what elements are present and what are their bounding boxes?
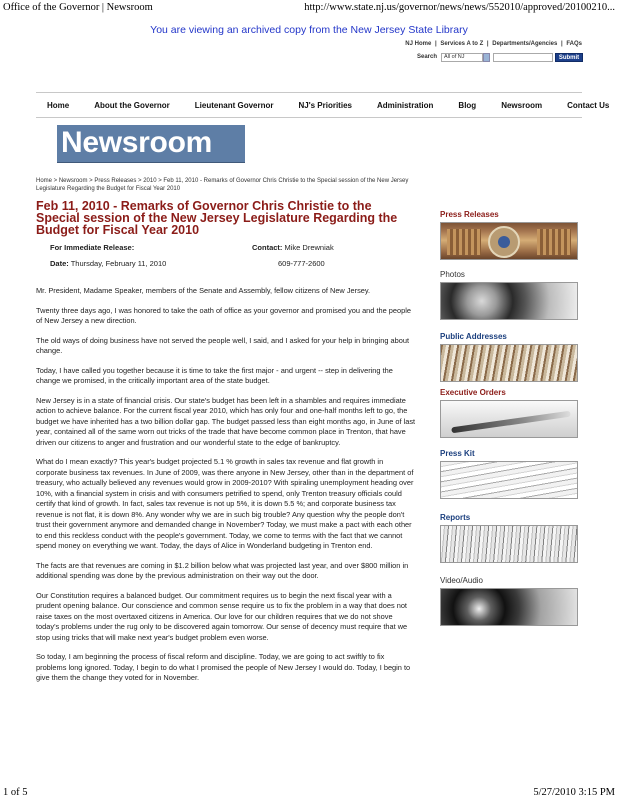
sidebar-heading[interactable]: Photos — [440, 270, 465, 279]
search-submit-button[interactable]: Submit — [555, 53, 583, 62]
nav-blog[interactable]: Blog — [458, 100, 477, 110]
sidebar-photos[interactable] — [440, 266, 580, 328]
utility-link-faqs[interactable]: FAQs — [566, 41, 582, 47]
sidebar-reports[interactable] — [440, 506, 580, 570]
nav-lieutenant-governor[interactable]: Lieutenant Governor — [194, 100, 274, 110]
microphone-image[interactable] — [440, 344, 578, 382]
utility-link-services[interactable]: Services A to Z — [440, 41, 484, 47]
banner-title: Newsroom — [61, 126, 212, 159]
newsroom-banner — [57, 125, 245, 163]
utility-link-departments[interactable]: Departments/Agencies — [492, 41, 558, 47]
reports-image[interactable] — [440, 525, 578, 563]
press-releases-image[interactable] — [440, 222, 578, 260]
print-header-title: Office of the Governor | Newsroom — [3, 2, 153, 13]
camera-lens-image[interactable] — [440, 282, 578, 320]
paragraph: The old ways of doing business have not served the people well, I said, and I asked for your help in bringing about change. — [36, 335, 410, 355]
archive-notice-link[interactable]: You are viewing an archived copy from the New Jersey State Library — [150, 24, 468, 36]
print-footer — [3, 784, 615, 798]
article-body — [36, 286, 416, 693]
search-scope-select[interactable]: All of NJ — [441, 53, 483, 62]
search-label: Search — [416, 54, 437, 60]
print-header — [3, 2, 615, 16]
main-nav — [36, 92, 610, 118]
nav-newsroom[interactable]: Newsroom — [501, 100, 543, 110]
utility-separator: | — [486, 41, 489, 47]
print-header-url: http://www.state.nj.us/governor/news/news/552010/approved/20100210... — [304, 2, 615, 13]
paragraph: So today, I am beginning the process of fiscal reform and discipline. Today, we are going to act swiftly to fix problems long ignored. Today, I begin to do what I promised the people of New Jersey I would do. Today, I begin to give them the change they voted for in November. — [36, 652, 411, 682]
contact-phone: 609-777-2600 — [278, 259, 325, 268]
utility-link-nj-home[interactable]: NJ Home — [405, 41, 432, 47]
sidebar-executive-orders[interactable] — [440, 384, 580, 443]
release-info — [36, 243, 416, 275]
search-bar — [417, 52, 583, 62]
pen-image[interactable] — [440, 400, 578, 438]
print-timestamp: 5/27/2010 3:15 PM — [533, 787, 615, 798]
paragraph: The facts are that revenues are coming in $1.2 billion below what was projected last year, and over $800 million in additional spending was done by the previous administration on their way out the door. — [36, 560, 409, 580]
newspapers-image[interactable] — [440, 461, 578, 499]
nav-priorities[interactable]: NJ's Priorities — [298, 100, 352, 110]
nav-home[interactable]: Home — [47, 100, 70, 110]
utility-separator: | — [434, 41, 437, 47]
sidebar-public-addresses[interactable] — [440, 328, 580, 384]
date-value: Thursday, February 11, 2010 — [70, 259, 167, 268]
paragraph: What do I mean exactly? This year's budget projected 5.1 % growth in sales tax revenue and flat growth in corporate business tax revenues. In June of 2009, was there anyone in New Jersey, other than in the department of treasury, who actually believed any revenues would grow in 2009-2010? With spiraling unemployment heading over 10%, with a financial system in crisis and with consumers petrified to spend, only Trenton treasury officials could certify that kind of growth. In fact, sales tax revenue is not up 5%, it is down 5.5 %; and corporate business tax revenue is not flat, it is down 8%. Any wonder why we are in such big trouble? Any question why the people don't trust their government anymore and demanded change in November? Today, we must make a pact with each other to end this reckless conduct with the people's government. Today, we come to terms with the fact that we cannot spend money on everything we want. Today, the days of Alice in Wonderland budgeting in Trenton end. — [36, 457, 414, 550]
chevron-down-icon[interactable] — [483, 53, 490, 62]
paragraph: Our Constitution requires a balanced budget. Our commitment requires us to begin the next fiscal year with a prudent opening balance. Our conscience and common sense require us to fix the problem in a way that does not raise taxes on the most overtaxed citizens in America. Our love for our children requires that we do not shove today's problems under the rug only to be discovered again tomorrow. Our sense of decency must require that we stop using tricks that will make next year's budget problem even worse. — [36, 590, 408, 642]
sidebar-press-kit[interactable] — [440, 443, 580, 506]
paragraph: Twenty three days ago, I was honored to take the oath of office as your governor and promised you and the people of New Jersey a new direction. — [36, 305, 411, 325]
search-input[interactable] — [493, 53, 553, 62]
sidebar-heading[interactable]: Press Kit — [440, 449, 475, 458]
paragraph: New Jersey is in a state of financial crisis. Our state's budget has been left in a shambles and requires immediate action to achieve balance. For the current fiscal year 2010, which has only four and one-half months left to go, the budget we have inherited has a two billion dollar gap. The budget passed less than eight months ago, in June of last year, contained all of the same worn out tricks of the trade that have become common place in Trenton, that have driven our citizens to anger and frustration and our wonderful state to the edge of bankruptcy. — [36, 395, 416, 447]
sidebar-video-audio[interactable] — [440, 570, 580, 630]
contact-label: Contact: — [252, 243, 283, 252]
nav-about-governor[interactable]: About the Governor — [94, 100, 170, 110]
sidebar-heading[interactable]: Video/Audio — [440, 576, 483, 585]
utility-separator: | — [560, 41, 563, 47]
sidebar — [440, 210, 580, 630]
page-title: Feb 11, 2010 - Remarks of Governor Chris Christie to the Special session of the New Jersey Legislature Regarding the Budget for Fiscal Year 2010 — [36, 199, 398, 237]
nav-administration[interactable]: Administration — [376, 100, 434, 110]
sidebar-heading[interactable]: Press Releases — [440, 210, 499, 219]
paragraph: Mr. President, Madame Speaker, members of the Senate and Assembly, fellow citizens of New Jersey. — [36, 286, 371, 295]
date-label: Date: — [50, 259, 69, 268]
release-label: For Immediate Release: — [50, 243, 135, 252]
utility-links — [404, 41, 583, 47]
sidebar-heading[interactable]: Public Addresses — [440, 332, 507, 341]
contact-name: Mike Drewniak — [284, 243, 334, 252]
page-count: 1 of 5 — [3, 787, 28, 798]
sidebar-heading[interactable]: Reports — [440, 513, 471, 522]
sidebar-press-releases[interactable] — [440, 210, 580, 266]
paragraph: Today, I have called you together because it is time to take the first major - and urgent -- step in delivering the change we promised, in the critically important area of the state budget. — [36, 365, 393, 385]
breadcrumb[interactable]: Home > Newsroom > Press Releases > 2010 > Feb 11, 2010 - Remarks of Governor Chris Christie to the Special session of the New Jersey Legislature Regarding the Budget for Fiscal Year 2010 — [36, 178, 409, 192]
video-camera-image[interactable] — [440, 588, 578, 626]
nav-contact[interactable]: Contact Us — [567, 100, 610, 110]
sidebar-heading[interactable]: Executive Orders — [440, 388, 506, 397]
